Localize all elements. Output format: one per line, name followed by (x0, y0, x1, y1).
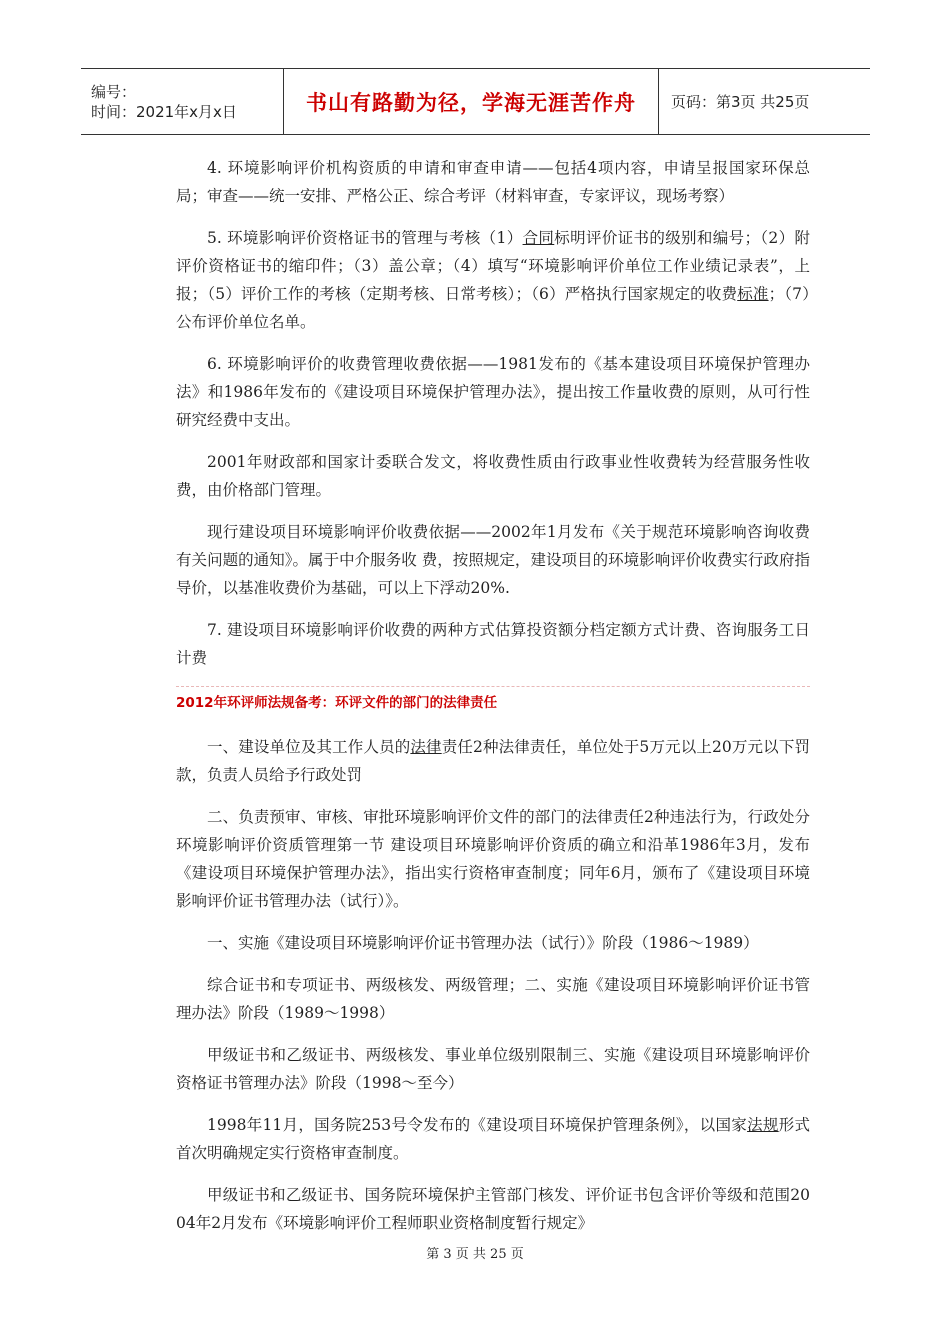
text-segment: 5. 环境影响评价资格证书的管理与考核（1） (207, 229, 523, 247)
page-info: 页码：第3页 共25页 (671, 93, 810, 111)
paragraph (176, 448, 810, 504)
text-segment: 现行建设项目环境影响评价收费依据——2002年1月发布《关于规范环境影响咨询收费有关问题的通知》。属于中介服务收 费，按照规定，建设项目的环境影响评价收费实行政府指导价，以基准收费价为基础，可以上下浮动20%. (176, 523, 810, 597)
paragraph (176, 616, 810, 672)
text-segment: 2001年财政部和国家计委联合发文，将收费性质由行政事业性收费转为经营服务性收费，由价格部门管理。 (176, 453, 810, 499)
header-motto-cell (284, 69, 659, 134)
section-title: 2012年环评师法规备考：环评文件的部门的法律责任 (176, 695, 498, 711)
paragraph (176, 1041, 810, 1097)
motto: 书山有路勤为径，学海无涯苦作舟 (306, 90, 636, 115)
paragraph (176, 224, 810, 336)
text-segment: 标明评价证书的级别和编号；（2）附评价资格证书的缩印件；（3）盖公章；（4）填写“环境影响评价单位工作业绩记录表”，上报；（5）评价工作的考核（定期考核、日常考核）；（6）严格执行国家规定的收费 (176, 229, 810, 303)
text-segment: 甲级证书和乙级证书、国务院环境保护主管部门核发、评价证书包含评价等级和范围2004年2月发布《环境影响评价工程师职业资格制度暂行规定》 (176, 1186, 810, 1232)
text-segment: 7. 建设项目环境影响评价收费的两种方式估算投资额分档定额方式计费、咨询服务工日计费 (176, 621, 810, 667)
time-label: 时间：2021年x月x日 (91, 102, 237, 121)
text-segment: 综合证书和专项证书、两级核发、两级管理；二、实施《建设项目环境影响评价证书管理办法》阶段（1989～1998） (176, 976, 810, 1022)
paragraph (176, 518, 810, 602)
text-segment: 一、实施《建设项目环境影响评价证书管理办法（试行）》阶段（1986～1989） (207, 934, 759, 952)
paragraph (176, 733, 810, 789)
section-legal-liability (176, 733, 810, 1237)
paragraph (176, 929, 810, 957)
text-segment: 1998年11月，国务院253号令发布的《建设项目环境保护管理条例》，以国家 (207, 1116, 748, 1134)
dashed-divider (176, 686, 810, 687)
paragraph (176, 1181, 810, 1237)
text-segment: 形式首次明确规定实行资格审查制度。 (176, 1116, 810, 1162)
paragraph (176, 971, 810, 1027)
text-segment: 二、负责预审、审核、审批环境影响评价文件的部门的法律责任2种违法行为，行政处分环境影响评价资质管理第一节 建设项目环境影响评价资质的确立和沿革1986年3月，发布《建设项目环境保护管理办法》，指出实行资格审查制度；同年6月，颁布了《建设项目环境影响评价证书管理办法（试行）》。 (176, 808, 810, 910)
header-left-cell (81, 69, 284, 134)
paragraph (176, 1111, 810, 1167)
paragraph (176, 803, 810, 915)
section-environment-fees (176, 154, 810, 672)
text-segment: ；（7）公布评价单位名单。 (176, 285, 810, 331)
text-segment: 4. 环境影响评价机构资质的申请和审查申请——包括4项内容，申请呈报国家环保总局；审查——统一安排、严格公正、综合考评（材料审查，专家评议，现场考察） (176, 159, 810, 205)
paragraph (176, 350, 810, 434)
paragraph (176, 154, 810, 210)
header-page-cell (659, 69, 870, 134)
text-segment: 责任2种法律责任，单位处于5万元以上20万元以下罚款，负责人员给予行政处罚 (176, 738, 810, 784)
underlined-term: 合同 (522, 229, 555, 247)
underlined-term: 法律 (410, 738, 442, 756)
page-footer: 第 3 页 共 25 页 (426, 1247, 524, 1262)
underlined-term: 法规 (747, 1116, 779, 1134)
header-table (81, 68, 870, 135)
document-body (176, 154, 810, 1251)
underlined-term: 标准 (737, 285, 769, 303)
text-segment: 一、建设单位及其工作人员的 (207, 738, 411, 756)
text-segment: 甲级证书和乙级证书、两级核发、事业单位级别限制三、实施《建设项目环境影响评价资格证书管理办法》阶段（1998～至今） (176, 1046, 810, 1092)
number-label: 编号： (91, 82, 137, 101)
text-segment: 6. 环境影响评价的收费管理收费依据——1981发布的《基本建设项目环境保护管理办法》和1986年发布的《建设项目环境保护管理办法》，提出按工作量收费的原则，从可行性研究经费中支出。 (176, 355, 810, 429)
